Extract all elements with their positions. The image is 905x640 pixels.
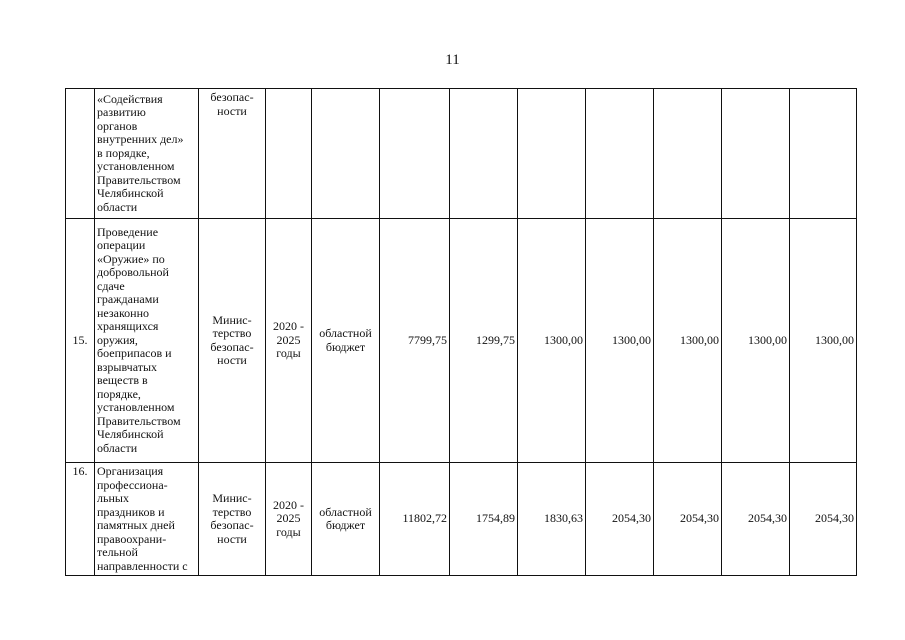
period [266, 89, 312, 219]
value-2022: 2054,30 [586, 463, 654, 576]
funding-source: областной бюджет [312, 463, 380, 576]
period: 2020 - 2025 годы [266, 219, 312, 463]
executor: Минис- терство безопас- ности [199, 463, 266, 576]
value-2023: 1300,00 [654, 219, 722, 463]
executor: безопас- ности [199, 89, 266, 219]
value-total [380, 89, 450, 219]
funding-source: областной бюджет [312, 219, 380, 463]
funding-source [312, 89, 380, 219]
page-number: 11 [445, 52, 460, 68]
value-2021: 1300,00 [518, 219, 586, 463]
value-total: 7799,75 [380, 219, 450, 463]
measure-name: «Содействия развитию органов внутренних дел» в порядке, установленном Правительством Челябинской области [95, 89, 199, 219]
value-2024 [722, 89, 790, 219]
table-row [66, 463, 857, 576]
table-row [66, 89, 857, 219]
value-2025: 2054,30 [790, 463, 857, 576]
measure-name: Проведение операции «Оружие» по добровольной сдаче гражданами незаконно хранящихся оружия, боеприпасов и взрывчатых веществ в порядке, установленном Правительством Челябинской области [95, 219, 199, 463]
value-2020: 1754,89 [450, 463, 518, 576]
value-2021 [518, 89, 586, 219]
row-number: 15. [66, 219, 95, 463]
measure-name: Организация профессиона- льных праздников и памятных дней правоохрани- тельной направленности с [95, 463, 199, 576]
table-row [66, 219, 857, 463]
period: 2020 - 2025 годы [266, 463, 312, 576]
value-2023: 2054,30 [654, 463, 722, 576]
value-2024: 1300,00 [722, 219, 790, 463]
value-2025 [790, 89, 857, 219]
value-total: 11802,72 [380, 463, 450, 576]
value-2023 [654, 89, 722, 219]
value-2025: 1300,00 [790, 219, 857, 463]
value-2021: 1830,63 [518, 463, 586, 576]
value-2022: 1300,00 [586, 219, 654, 463]
executor: Минис- терство безопас- ности [199, 219, 266, 463]
value-2024: 2054,30 [722, 463, 790, 576]
row-number [66, 89, 95, 219]
row-number: 16. [66, 463, 95, 576]
program-measures-table [65, 88, 857, 576]
value-2020: 1299,75 [450, 219, 518, 463]
value-2022 [586, 89, 654, 219]
value-2020 [450, 89, 518, 219]
